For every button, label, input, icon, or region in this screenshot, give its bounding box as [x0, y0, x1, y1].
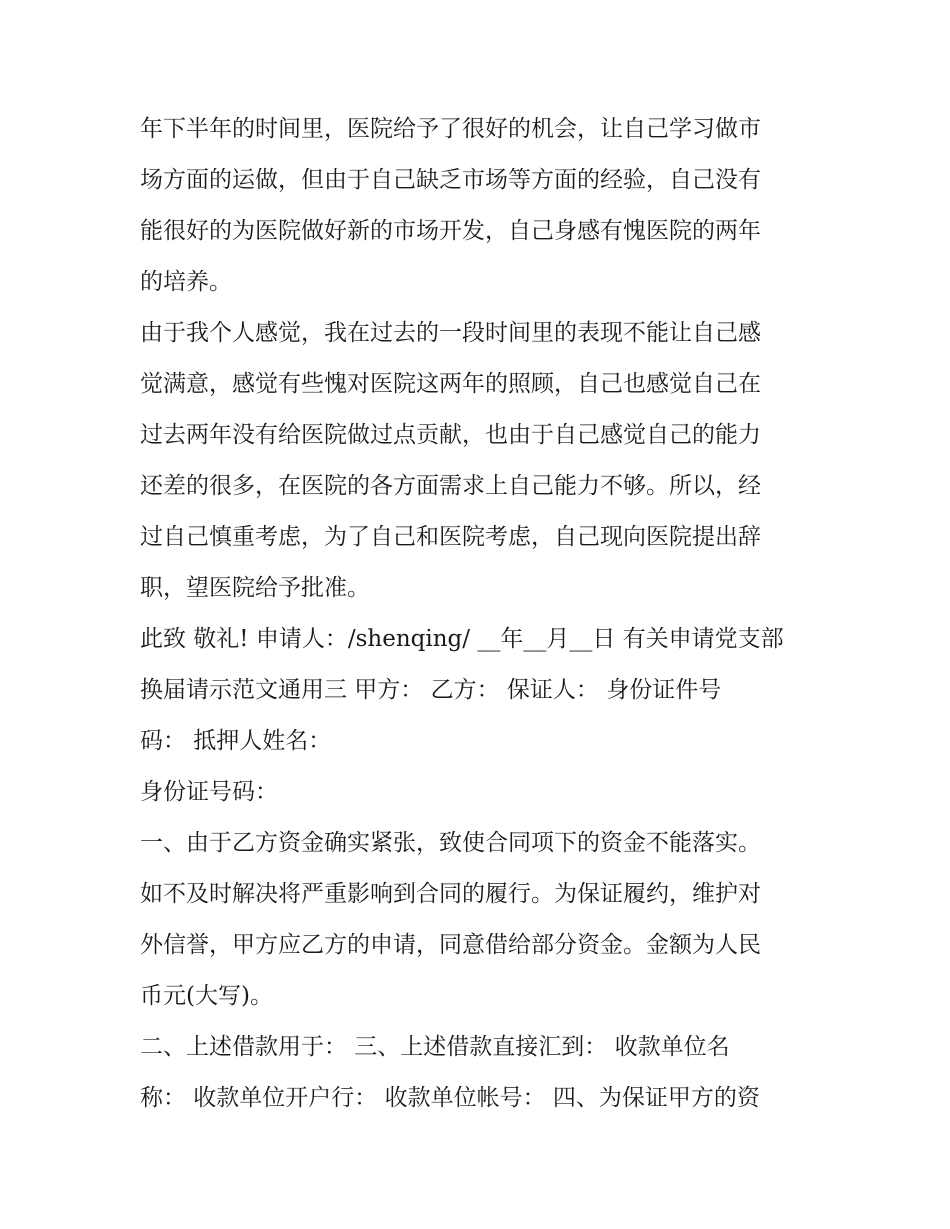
text-line: 称： 收款单位开户行： 收款单位帐号： 四、为保证甲方的资	[140, 1085, 760, 1111]
text-line: 此致 敬礼! 申请人：/shenqing/ __年__月__日 有关申请党支部	[140, 626, 784, 652]
text-line: 外信誉，甲方应乙方的申请，同意借给部分资金。金额为人民	[140, 932, 761, 958]
text-line: 币元(大写)。	[140, 983, 273, 1009]
text-line: 场方面的运做，但由于自己缺乏市场等方面的经验，自己没有	[140, 167, 761, 193]
text-line: 还差的很多，在医院的各方面需求上自己能力不够。所以，经	[140, 473, 761, 499]
text-line: 过去两年没有给医院做过点贡献，也由于自己感觉自己的能力	[140, 422, 761, 448]
document-body	[140, 104, 830, 1124]
text-line: 的培养。	[140, 269, 232, 295]
text-line: 身份证号码：	[140, 779, 278, 805]
text-line: 过自己慎重考虑，为了自己和医院考虑，自己现向医院提出辞	[140, 524, 761, 550]
text-line: 二、上述借款用于： 三、上述借款直接汇到： 收款单位名	[140, 1034, 730, 1060]
text-line: 觉满意，感觉有些愧对医院这两年的照顾，自己也感觉自己在	[140, 371, 761, 397]
text-line: 由于我个人感觉，我在过去的一段时间里的表现不能让自己感	[140, 320, 761, 346]
text-line: 如不及时解决将严重影响到合同的履行。为保证履约，维护对	[140, 881, 761, 907]
text-line: 能很好的为医院做好新的市场开发，自己身感有愧医院的两年	[140, 218, 761, 244]
text-line: 职，望医院给予批准。	[140, 575, 370, 601]
text-line: 换届请示范文通用三 甲方： 乙方： 保证人： 身份证件号	[140, 677, 722, 703]
text-line: 一、由于乙方资金确实紧张，致使合同项下的资金不能落实。	[140, 830, 761, 856]
text-line: 码： 抵押人姓名：	[140, 728, 332, 754]
text-line: 年下半年的时间里，医院给予了很好的机会，让自己学习做市	[140, 116, 761, 142]
